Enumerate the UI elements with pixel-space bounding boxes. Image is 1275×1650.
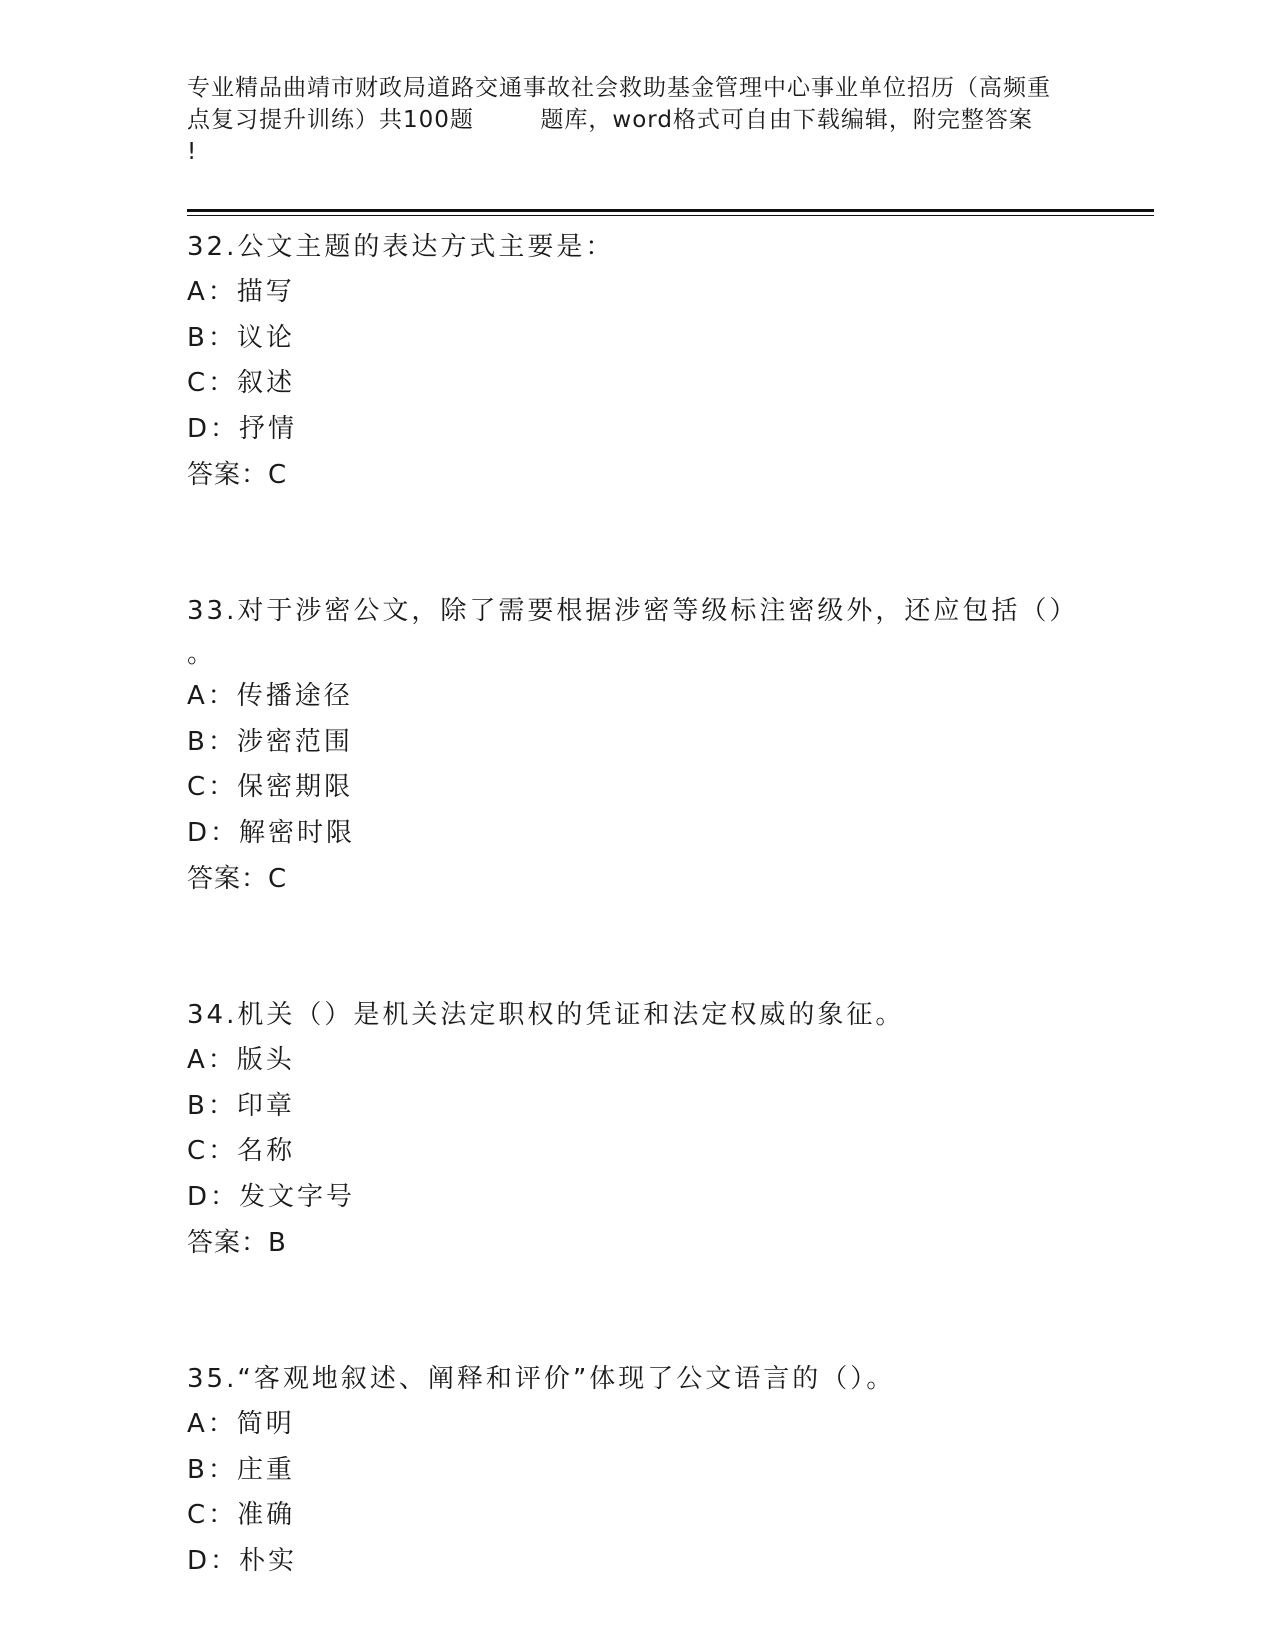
option-d: D：发文字号 [187,1181,356,1212]
question-32 [187,224,1087,498]
question-stem: 32.公文主题的表达方式主要是： [187,232,615,262]
answer-line: 答案：B [187,1228,287,1258]
option-d: D：抒情 [187,413,298,444]
header-divider-thick [187,209,1154,212]
option-d: D：朴实 [187,1545,298,1576]
question-35 [187,1356,1087,1584]
header-line-3: ! [187,139,198,165]
option-c: C：保密期限 [187,772,354,802]
option-b: B：印章 [187,1090,295,1121]
option-b: B：涉密范围 [187,726,353,757]
header-line-1: 专业精品曲靖市财政局道路交通事故社会救助基金管理中心事业单位招历（高频重 [187,75,1051,101]
header-line-2: 点复习提升训练）共100题 题库，word格式可自由下载编辑，附完整答案 [187,107,1033,133]
question-stem: 33.对于涉密公文，除了需要根据涉密等级标注密级外，还应包括（） [187,596,1079,626]
option-c: C：准确 [187,1500,296,1530]
option-a: A：简明 [187,1409,295,1439]
answer-line: 答案：C [187,460,288,490]
option-b: B：议论 [187,322,295,353]
option-c: C：名称 [187,1136,296,1166]
document-header [187,72,1087,168]
question-spacer [187,902,1087,992]
option-a: A：版头 [187,1045,295,1075]
header-divider-thin [187,215,1154,216]
question-stem: 35.“客观地叙述、阐释和评价”体现了公文语言的（）。 [187,1364,896,1394]
answer-line: 答案：C [187,864,288,894]
question-list [187,224,1087,1584]
question-stem: 34.机关（）是机关法定职权的凭证和法定权威的象征。 [187,1000,905,1030]
option-b: B：庄重 [187,1454,295,1485]
option-c: C：叙述 [187,368,296,398]
question-stem-continuation: 。 [187,639,217,669]
question-spacer [187,1266,1087,1356]
question-spacer [187,498,1087,588]
option-a: A：传播途径 [187,681,353,711]
option-d: D：解密时限 [187,817,356,848]
option-a: A：描写 [187,277,295,307]
question-34 [187,992,1087,1266]
question-33 [187,588,1087,902]
